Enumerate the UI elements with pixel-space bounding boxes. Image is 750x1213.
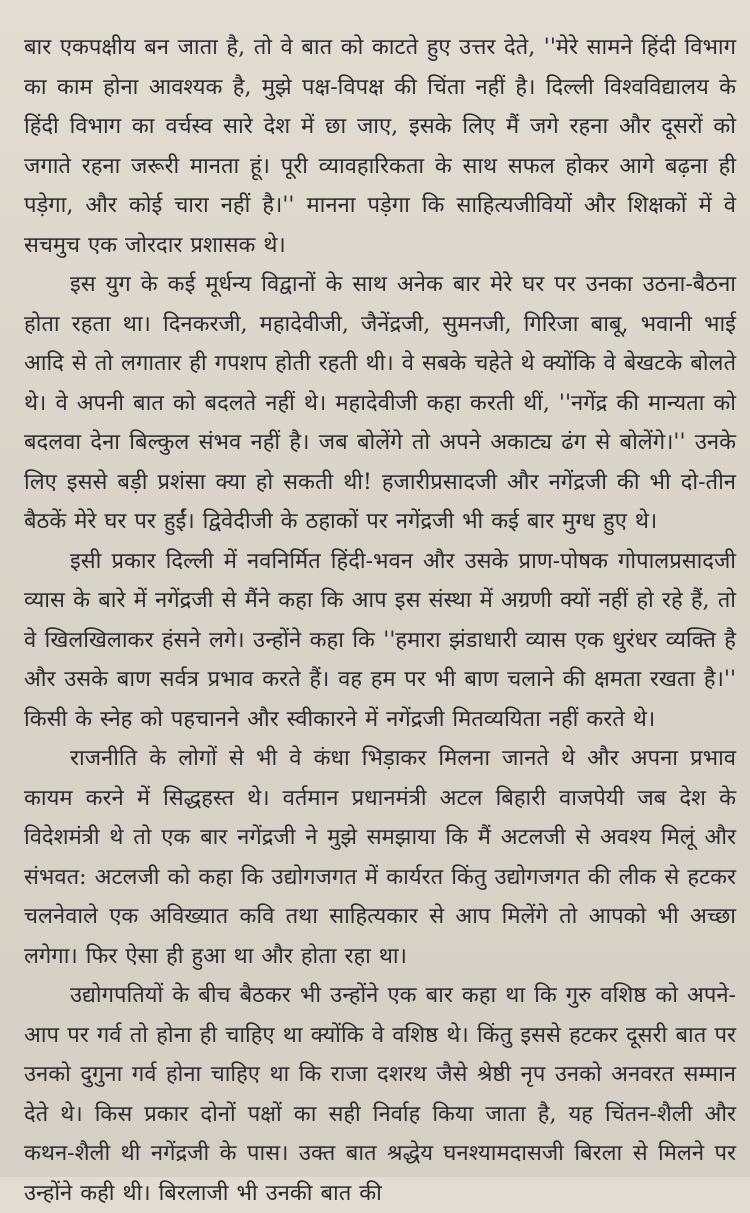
paragraph-2: इस युग के कई मूर्धन्य विद्वानों के साथ अनेक बार मेरे घर पर उनका उठना-बैठना होता रहता था। दिनकरजी, महादेवीजी, जैनेंद्रजी, सुमनजी, गिरिजा बाबू, भवानी भाई आदि से तो लगातार ही गपशप होती रहती थी। वे सबके चहेते थे क्योंकि वे बेखटके बोलते थे। वे अपनी बात को बदलते नहीं थे। महादेवीजी कहा करती थीं, ''नगेंद्र की मान्यता को बदलवा देना बिल्कुल संभव नहीं है। जब बोलेंगे तो अपने अकाट्य ढंग से बोलेंगे।'' उनके लिए इससे बड़ी प्रशंसा क्या हो सकती थी! हजारीप्रसादजी और नगेंद्रजी की भी दो-तीन बैठकें मेरे घर पर हुईं। द्विवेदीजी के ठहाकों पर नगेंद्रजी भी कई बार मुग्ध हुए थे।	[24, 272, 736, 534]
paragraph-4: राजनीति के लोगों से भी वे कंधा भिड़ाकर मिलना जानते थे और अपना प्रभाव कायम करने में सिद्धहस्त थे। वर्तमान प्रधानमंत्री अटल बिहारी वाजपेयी जब देश के विदेशमंत्री थे तो एक बार नगेंद्रजी ने मुझे समझाया कि मैं अटलजी से अवश्य मिलूं और संभवत: अटलजी को कहा कि उद्योगजगत में कार्यरत किंतु उद्योगजगत की लीक से हटकर चलनेवाले एक अविख्यात कवि तथा साहित्यकार से आप मिलेंगे तो आपको भी अच्छा लगेगा। फिर ऐसा ही हुआ था और होता रहा था।	[24, 746, 736, 969]
paragraph-3: इसी प्रकार दिल्ली में नवनिर्मित हिंदी-भवन और उसके प्राण-पोषक गोपालप्रसादजी व्यास के बारे में नगेंद्रजी से मैंने कहा कि आप इस संस्था में अग्रणी क्यों नहीं हो रहे हैं, तो वे खिलखिलाकर हंसने लगे। उन्होंने कहा कि ''हमारा झंडाधारी व्यास एक धुरंधर व्यक्ति है और उसके बाण सर्वत्र प्रभाव करते हैं। वह हम पर भी बाण चलाने की क्षमता रखता है।'' किसी के स्नेह को पहचानने और स्वीकारने में नगेंद्रजी मितव्ययिता नहीं करते थे।	[24, 548, 736, 732]
paragraph-5: उद्योगपतियों के बीच बैठकर भी उन्होंने एक बार कहा था कि गुरु वशिष्ठ को अपने-आप पर गर्व तो होना ही चाहिए था क्योंकि वे वशिष्ठ थे। किंतु इससे हटकर दूसरी बात पर उनको दुगुना गर्व होना चाहिए था कि राजा दशरथ जैसे श्रेष्ठी नृप उनको अनवरत सम्मान देते थे। किस प्रकार दोनों पक्षों का सही निर्वाह किया जाता है, यह चिंतन-शैली और कथन-शैली थी नगेंद्रजी के पास। उक्त बात श्रद्धेय घनश्यामदासजी बिरला से मिलने पर उन्होंने कही थी। बिरलाजी भी उनकी बात की	[24, 983, 736, 1206]
paragraph-1: बार एकपक्षीय बन जाता है, तो वे बात को काटते हुए उत्तर देते, ''मेरे सामने हिंदी विभाग का काम होना आवश्यक है, मुझे पक्ष-विपक्ष की चिंता नहीं है। दिल्ली विश्वविद्यालय के हिंदी विभाग का वर्चस्व सारे देश में छा जाए, इसके लिए मैं जगे रहना और दूसरों को जगाते रहना जरूरी मानता हूं। पूरी व्यावहारिकता के साथ सफल होकर आगे बढ़ना ही पड़ेगा, और कोई चारा नहीं है।'' मानना पड़ेगा कि साहित्यजीवियों और शिक्षकों में वे सचमुच एक जोरदार प्रशासक थे।	[24, 35, 736, 258]
